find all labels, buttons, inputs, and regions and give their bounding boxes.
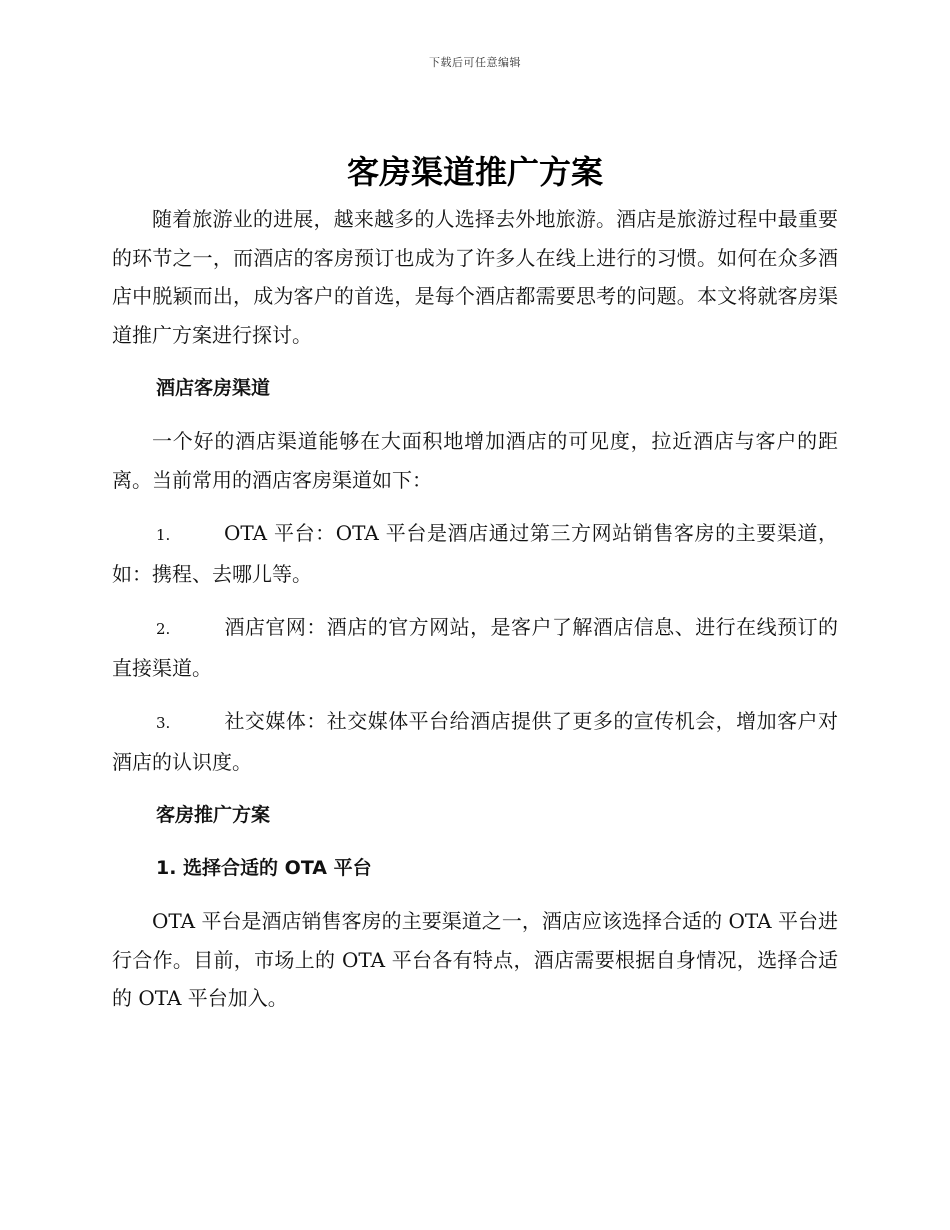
list-number: 1. — [156, 526, 171, 544]
header-note: 下载后可任意编辑 — [429, 56, 521, 69]
list-item-text: 社交媒体：社交媒体平台给酒店提供了更多的宣传机会，增加客户对酒店的认识度。 — [112, 709, 838, 774]
subheading-ota: 1. 选择合适的 OTA 平台 — [156, 857, 372, 879]
list-number: 2. — [156, 620, 171, 638]
channels-paragraph: 一个好的酒店渠道能够在大面积地增加酒店的可见度，拉近酒店与客户的距离。当前常用的酒店客房渠道如下： — [112, 429, 838, 492]
list-item-text: OTA 平台：OTA 平台是酒店通过第三方网站销售客房的主要渠道，如：携程、去哪儿等。 — [112, 521, 838, 586]
list-item — [112, 702, 838, 781]
document-body — [112, 200, 838, 1018]
document-title: 客房渠道推广方案 — [346, 153, 603, 191]
list-item-text: 酒店官网：酒店的官方网站，是客户了解酒店信息、进行在线预订的直接渠道。 — [112, 615, 838, 680]
ota-paragraph: OTA 平台是酒店销售客房的主要渠道之一，酒店应该选择合适的 OTA 平台进行合作。目前，市场上的 OTA 平台各有特点，酒店需要根据自身情况，选择合适的 OTA 平台加入。 — [112, 909, 838, 1010]
list-item — [112, 608, 838, 687]
list-number: 3. — [156, 714, 171, 732]
list-item — [112, 514, 838, 593]
section-heading-promotion: 客房推广方案 — [156, 804, 271, 826]
section-heading-channels: 酒店客房渠道 — [156, 377, 271, 399]
intro-paragraph: 随着旅游业的进展，越来越多的人选择去外地旅游。酒店是旅游过程中最重要的环节之一，而酒店的客房预订也成为了许多人在线上进行的习惯。如何在众多酒店中脱颖而出，成为客户的首选，是每个酒店都需要思考的问题。本文将就客房渠道推广方案进行探讨。 — [112, 207, 838, 347]
